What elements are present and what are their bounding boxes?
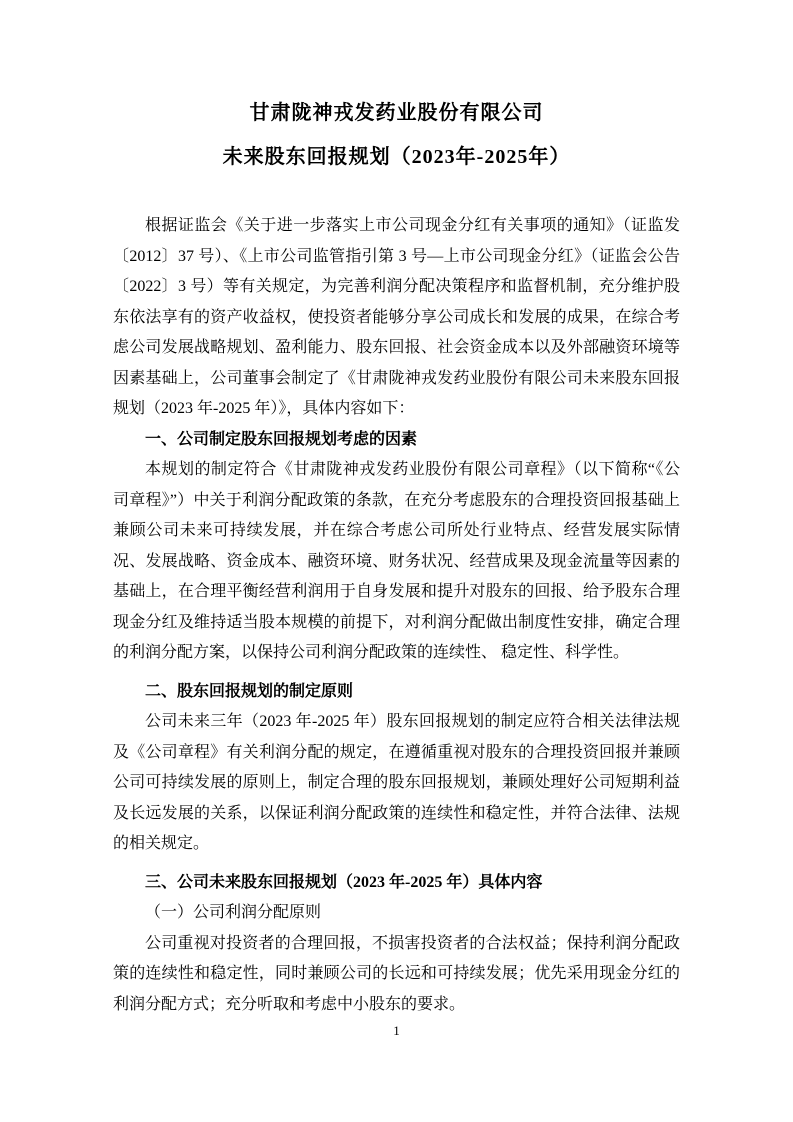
section-1-heading: 一、公司制定股东回报规划考虑的因素 [145, 430, 418, 448]
section-3-subheading: （一）公司利润分配原则 [145, 904, 322, 921]
document-title-line2: 未来股东回报规划（2023年-2025年） [222, 146, 571, 168]
page-number: 1 [393, 1023, 400, 1038]
section-1 [113, 425, 680, 669]
section-2 [113, 677, 680, 860]
section-3-heading: 三、公司未来股东回报规划（2023 年-2025 年）具体内容 [145, 873, 543, 891]
section-3 [113, 868, 680, 1021]
section-2-heading: 二、股东回报规划的制定原则 [145, 682, 354, 700]
section-2-paragraph: 公司未来三年（2023 年-2025 年）股东回报规划的制定应符合相关法律法规及《公司章程》有关利润分配的规定，在遵循重视对股东的合理投资回报并兼顾公司可持续发展的原则上，制定合理的股东回报规划，兼顾处理好公司短期利益及长远发展的关系，以保证利润分配政策的连续性和稳定性，并符合法律、法规的相关规定。 [113, 713, 680, 852]
section-3-paragraph: 公司重视对投资者的合理回报，不损害投资者的合法权益；保持利润分配政策的连续性和稳定性，同时兼顾公司的长远和可持续发展；优先采用现金分红的利润分配方式；充分听取和考虑中小股东的要求。 [113, 934, 680, 1013]
document-title-line1: 甘肃陇神戎发药业股份有限公司 [249, 102, 544, 124]
section-1-paragraph: 本规划的制定符合《甘肃陇神戎发药业股份有限公司章程》（以下简称“《公司章程》”）中关于利润分配政策的条款，在充分考虑股东的合理投资回报基础上兼顾公司未来可持续发展，并在综合考虑公司所处行业特点、经营发展实际情况、发展战略、资金成本、融资环境、财务状况、经营成果及现金流量等因素的基础上，在合理平衡经营利润用于自身发展和提升对股东的回报、给予股东合理现金分红及维持适当股本规模的前提下，对利润分配做出制度性安排，确定合理的利润分配方案，以保持公司利润分配政策的连续性、 稳定性、科学性。 [113, 461, 680, 661]
document-content [113, 101, 680, 1020]
intro-paragraph: 根据证监会《关于进一步落实上市公司现金分红有关事项的通知》（证监发〔2012〕37 号）、《上市公司监管指引第 3 号—上市公司现金分红》（证监会公告〔2022〕3 号）等有关规定，为完善利润分配决策程序和监督机制，充分维护股东依法享有的资产收益权，使投资者能够分享公司成长和发展的成果，在综合考虑公司发展战略规划、盈利能力、股东回报、社会资金成本以及外部融资环境等因素基础上，公司董事会制定了《甘肃陇神戎发药业股份有限公司未来股东回报规划（2023 年-2025 年）》，具体内容如下： [113, 217, 680, 417]
